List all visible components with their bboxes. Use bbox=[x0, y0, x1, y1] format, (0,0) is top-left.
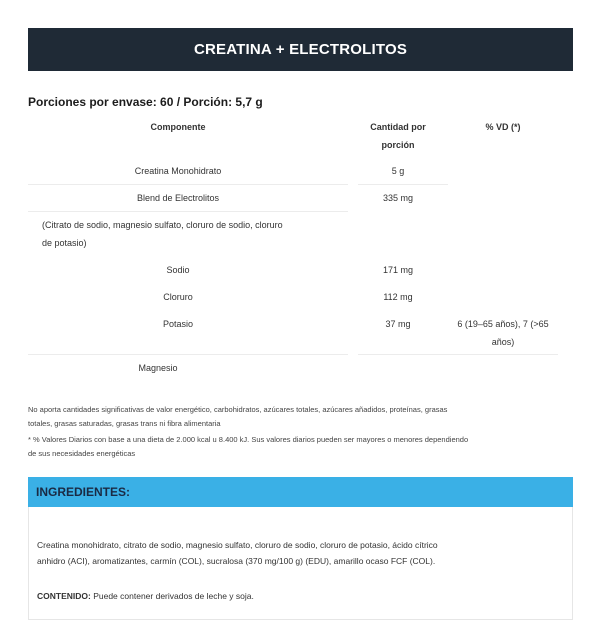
row-quantity: 5 g bbox=[391, 166, 405, 176]
row-component: Cloruro bbox=[163, 292, 193, 302]
contents-note bbox=[37, 591, 254, 601]
row-divider bbox=[28, 211, 348, 212]
row-vd-line1: 6 (19–65 años), 7 (>65 bbox=[457, 319, 549, 329]
blend-note-line1: (Citrato de sodio, magnesio sulfato, cloruro de sodio, cloruro bbox=[42, 220, 283, 230]
footnote-line3: * % Valores Diarios con base a una dieta de 2.000 kcal u 8.400 kJ. Sus valores diarios pueden ser mayores o menores dependiendo bbox=[28, 435, 469, 444]
contents-label: CONTENIDO: bbox=[37, 591, 91, 601]
ingredients-line1: Creatina monohidrato, citrato de sodio, magnesio sulfato, cloruro de sodio, cloruro de potasio, ácido cítrico bbox=[37, 540, 438, 550]
row-quantity: 37 mg bbox=[385, 319, 411, 329]
header-vd: % VD (*) bbox=[485, 122, 521, 132]
portions-info: Porciones por envase: 60 / Porción: 5,7 g bbox=[28, 95, 263, 109]
row-component: Potasio bbox=[162, 319, 194, 329]
row-quantity: 171 mg bbox=[382, 265, 414, 275]
ingredients-line2: anhidro (ACI), aromatizantes, carmín (COL), sucralosa (370 mg/100 g) (EDU), amarillo ocaso FCF (COL). bbox=[37, 556, 436, 566]
footnote-line1: No aporta cantidades significativas de valor energético, carbohidratos, azúcares totales, azúcares añadidos, proteínas, grasas bbox=[28, 405, 448, 414]
header-quantity-line2: porción bbox=[381, 140, 415, 150]
row-component: Magnesio bbox=[138, 363, 178, 373]
ingredients-bar bbox=[28, 477, 573, 507]
footnote-line4: de sus necesidades energéticas bbox=[28, 449, 136, 458]
row-divider bbox=[358, 184, 448, 185]
page-title: CREATINA + ELECTROLITOS bbox=[193, 41, 408, 58]
row-vd-line2: años) bbox=[491, 337, 515, 347]
contents-text: Puede contener derivados de leche y soja. bbox=[90, 591, 254, 601]
row-divider bbox=[28, 354, 348, 355]
header-component: Componente bbox=[150, 122, 206, 132]
row-component: Creatina Monohidrato bbox=[134, 166, 222, 176]
row-divider bbox=[28, 184, 348, 185]
ingredients-box bbox=[28, 507, 573, 620]
title-bar bbox=[28, 28, 573, 71]
row-component: Sodio bbox=[166, 265, 190, 275]
row-quantity: 112 mg bbox=[383, 292, 413, 302]
row-component: Blend de Electrolitos bbox=[136, 193, 220, 203]
blend-note-line2: de potasio) bbox=[42, 238, 87, 248]
row-quantity: 335 mg bbox=[382, 193, 414, 203]
ingredients-text bbox=[37, 537, 557, 569]
row-divider bbox=[358, 354, 558, 355]
header-quantity-line1: Cantidad por bbox=[370, 122, 426, 132]
ingredients-heading: INGREDIENTES: bbox=[36, 485, 131, 499]
footnote-line2: totales, grasas saturadas, grasas trans ni fibra alimentaria bbox=[28, 419, 221, 428]
